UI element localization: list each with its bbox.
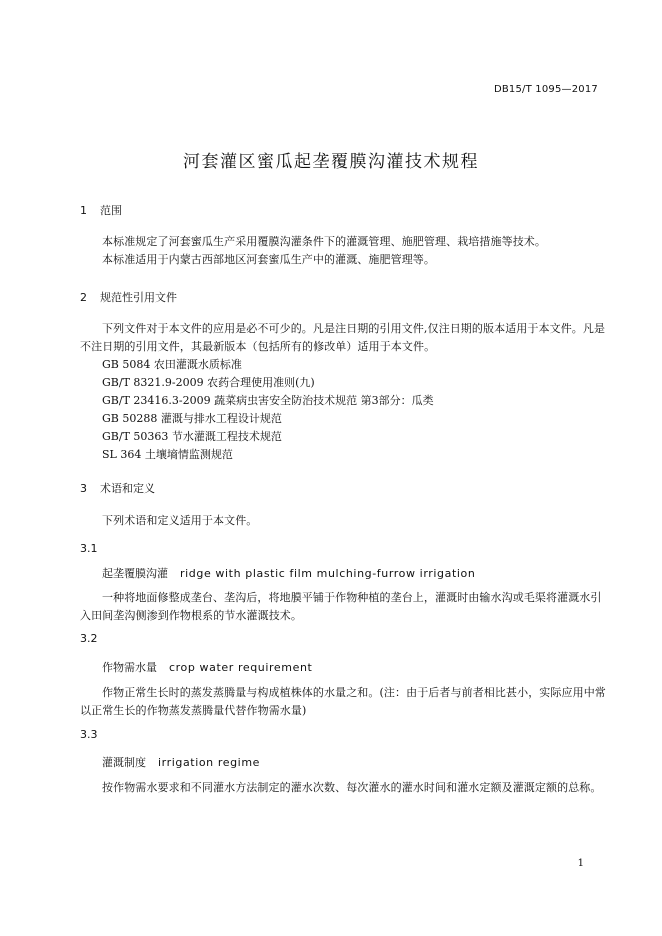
term-zh: 起垄覆膜沟灌 — [102, 567, 168, 580]
section-title: 规范性引用文件 — [100, 291, 177, 304]
section-heading-normative-references — [80, 289, 177, 305]
term-zh: 灌溉制度 — [102, 756, 146, 769]
term-definition: 按作物需水要求和不同灌水方法制定的灌水次数、每次灌水的灌水时间和灌水定额及灌溉定额的总称。 — [102, 781, 602, 794]
scope-paragraph-1: 本标准规定了河套蜜瓜生产采用覆膜沟灌条件下的灌溉管理、施肥管理、栽培措施等技术。 — [102, 235, 546, 248]
reference-item: SL 364 土壤墒情监测规范 — [102, 448, 233, 461]
reference-item: GB/T 23416.3-2009 蔬菜病虫害安全防治技术规范 第3部分：瓜类 — [102, 394, 434, 407]
terms-intro: 下列术语和定义适用于本文件。 — [102, 514, 258, 527]
reference-item: GB 5084 农田灌溉水质标准 — [102, 358, 242, 371]
term-heading — [102, 659, 312, 675]
term-zh: 作物需水量 — [102, 661, 157, 674]
section-title: 术语和定义 — [100, 482, 155, 495]
reference-item: GB/T 8321.9-2009 农药合理使用准则(九) — [102, 376, 315, 389]
term-number: 3.2 — [80, 632, 98, 645]
section-number: 2 — [80, 291, 87, 304]
page-number: 1 — [577, 858, 584, 869]
section-number: 3 — [80, 482, 87, 495]
reference-item: GB 50288 灌溉与排水工程设计规范 — [102, 412, 282, 425]
term-en: irrigation regime — [158, 756, 261, 769]
term-definition: 作物正常生长时的蒸发蒸腾量与构成植株体的水量之和。(注：由于后者与前者相比甚小，实际应用中常以正常生长的作物蒸发蒸腾量代替作物需水量) — [80, 686, 606, 717]
scope-paragraph-2: 本标准适用于内蒙古西部地区河套蜜瓜生产中的灌溉、施肥管理等。 — [102, 253, 435, 266]
references-intro: 下列文件对于本文件的应用是必不可少的。凡是注日期的引用文件,仅注日期的版本适用于本文件。凡是不注日期的引用文件，其最新版本（包括所有的修改单）适用于本文件。 — [80, 322, 606, 353]
reference-item: GB/T 50363 节水灌溉工程技术规范 — [102, 430, 282, 443]
section-heading-terms-definitions — [80, 480, 155, 496]
document-title: 河套灌区蜜瓜起垄覆膜沟灌技术规程 — [183, 152, 479, 172]
section-number: 1 — [80, 204, 87, 217]
term-heading — [102, 754, 260, 770]
term-en: crop water requirement — [169, 661, 313, 674]
section-title: 范围 — [100, 204, 122, 217]
term-number: 3.3 — [80, 728, 98, 741]
term-heading — [102, 565, 475, 581]
term-en: ridge with plastic film mulching-furrow irrigation — [180, 567, 476, 580]
term-definition: 一种将地面修整成垄台、垄沟后，将地膜平铺于作物种植的垄台上，灌溉时由输水沟或毛渠将灌溉水引入田间垄沟侧渗到作物根系的节水灌溉技术。 — [80, 591, 602, 622]
document-code: DB15/T 1095—2017 — [493, 84, 598, 95]
term-number: 3.1 — [80, 542, 98, 555]
section-heading-scope — [80, 202, 122, 218]
